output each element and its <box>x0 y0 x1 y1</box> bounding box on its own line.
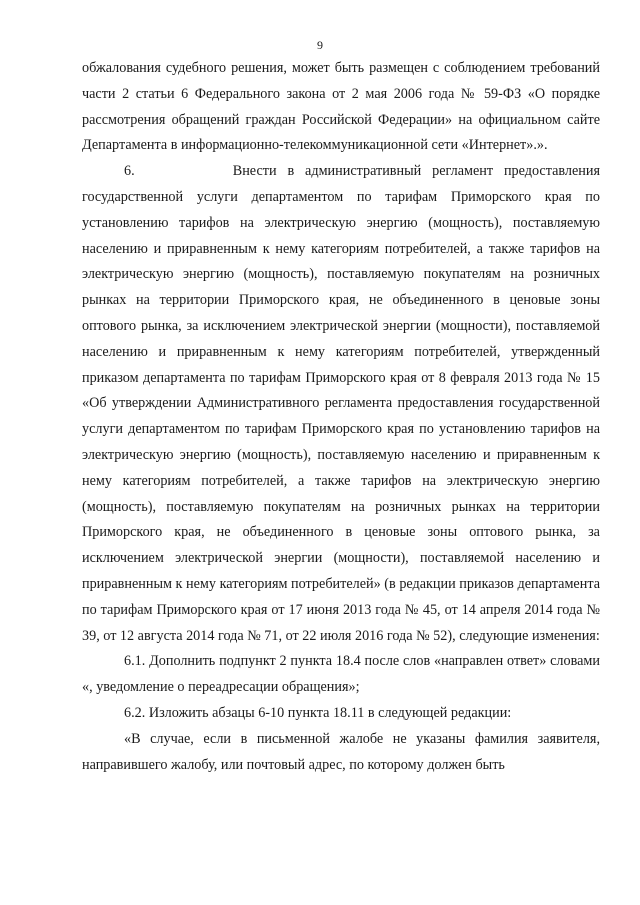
paragraph-quoted-text: «В случае, если в письменной жалобе не указаны фамилия заявителя, направившего жалобу, или почтовый адрес, по которому должен быть <box>82 730 600 773</box>
paragraph-item-6-2: 6.2. Изложить абзацы 6-10 пункта 18.11 в следующей редакции: <box>124 704 512 721</box>
paragraph-item-6: 6. Внести в административный регламент предоставления государственной услуги департаментом по тарифам Приморского края по установлению тарифов на электрическую энергию (мощность), поставляемую населению и приравненным к нему категориям потребителей, а также тарифов на электрическую энергию (мощность), поставляемую покупателям на розничных рынках на территории Приморского края, не объединенного в ценовые зоны оптового рынка, за исключением электрической энергии (мощности), поставляемой населению и приравненным к нему категориям потребителей, утвержденный приказом департамента по тарифам Приморского края от 8 февраля 2013 года № 15 «Об утверждении Административного регламента предоставления государственной услуги департаментом по тарифам Приморского края по установлению тарифов на электрическую энергию (мощность), поставляемую населению и приравненным к нему категориям потребителей, а также тарифов на электрическую энергию (мощность), поставляемую покупателям на розничных рынках на территории Приморского края, не объединенного в ценовые зоны оптового рынка, за исключением электрической энергии (мощности), поставляемой населению и приравненным к нему категориям потребителей» (в редакции приказов департамента по тарифам Приморского края от 17 июня 2013 года № 45, от 14 апреля 2014 года № 39, от 12 августа 2014 года № 71, от 22 июля 2016 года № 52), следующие изменения: <box>82 163 600 644</box>
paragraph-item-6-1: 6.1. Дополнить подпункт 2 пункта 18.4 после слов «направлен ответ» словами «, уведомление о переадресации обращения»; <box>82 653 600 696</box>
page-number: 9 <box>317 38 323 52</box>
document-body <box>82 56 600 778</box>
paragraph-continuation: обжалования судебного решения, может быть размещен с соблюдением требований части 2 статьи 6 Федерального закона от 2 мая 2006 года № 59-ФЗ «О порядке рассмотрения обращений граждан Российской Федерации» на официальном сайте Департамента в информационно-телекоммуникационной сети «Интернет».». <box>82 60 600 154</box>
